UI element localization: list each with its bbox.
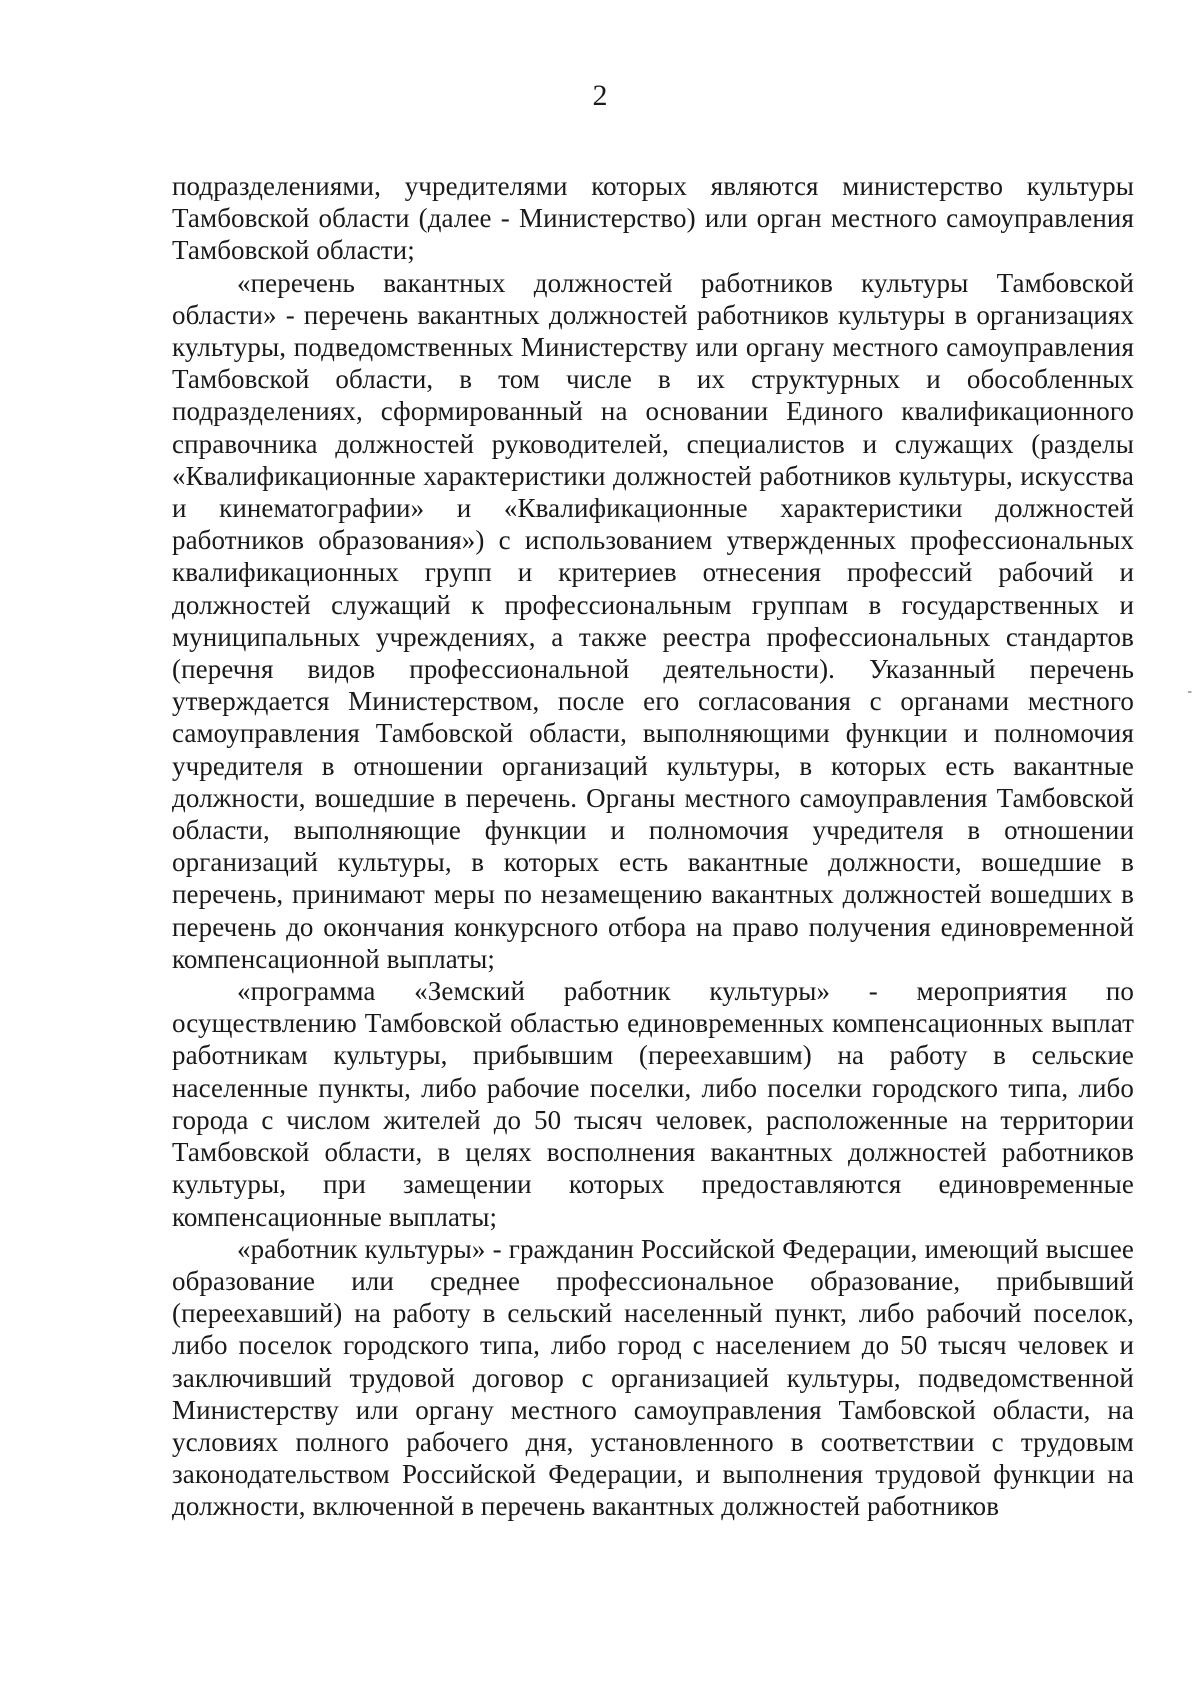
paragraph-culture-worker-definition: «работник культуры» - гражданин Российской Федерации, имеющий высшее образование или среднее профессиональное образование, прибывший (переехавший) на работу в сельский населенный пункт, либо рабочий поселок, либо поселок городского типа, либо город с населением до 50 тысяч человек и заключивший трудовой договор с организацией культуры, подведомственной Министерству или органу местного самоуправления Тамбовской области, на условиях полного рабочего дня, установленного в соответствии с трудовым законодательством Российской Федерации, и выполнения трудовой функции на должности, включенной в перечень вакантных должностей работников <box>172 1233 1134 1522</box>
page-number: 2 <box>592 79 608 112</box>
paragraph-subdivisions: подразделениями, учредителями которых являются министерство культуры Тамбовской области (далее - Министерство) или орган местного самоуправления Тамбовской области; <box>172 171 1134 266</box>
margin-mark: - <box>1187 684 1192 699</box>
paragraph-program-definition: «программа «Земский работник культуры» - мероприятия по осуществлению Тамбовской областью единовременных компенсационных выплат работникам культуры, прибывшим (переехавшим) на работу в сельские населенные пункты, либо рабочие поселки, либо поселки городского типа, либо города с числом жителей до 50 тысяч человек, расположенные на территории Тамбовской области, в целях восполнения вакантных должностей работников культуры, при замещении которых предоставляются единовременные компенсационные выплаты; <box>172 976 1134 1232</box>
document-body <box>172 170 1134 1523</box>
paragraph-vacancy-list-definition: «перечень вакантных должностей работников культуры Тамбовской области» - перечень вакантных должностей работников культуры в организациях культуры, подведомственных Министерству или органу местного самоуправления Тамбовской области, в том числе в их структурных и обособленных подразделениях, сформированный на основании Единого квалификационного справочника должностей руководителей, специалистов и служащих (разделы «Квалификационные характеристики должностей работников культуры, искусства и кинематографии» и «Квалификационные характеристики должностей работников образования») с использованием утвержденных профессиональных квалификационных групп и критериев отнесения профессий рабочий и должностей служащий к профессиональным группам в государственных и муниципальных учреждениях, а также реестра профессиональных стандартов (перечня видов профессиональной деятельности). Указанный перечень утверждается Министерством, после его согласования с органами местного самоуправления Тамбовской области, выполняющими функции и полномочия учредителя в отношении организаций культуры, в которых есть вакантные должности, вошедшие в перечень. Органы местного самоуправления Тамбовской области, выполняющие функции и полномочия учредителя в отношении организаций культуры, в которых есть вакантные должности, вошедшие в перечень, принимают меры по незамещению вакантных должностей вошедших в перечень до окончания конкурсного отбора на право получения единовременной компенсационной выплаты; <box>172 267 1134 974</box>
